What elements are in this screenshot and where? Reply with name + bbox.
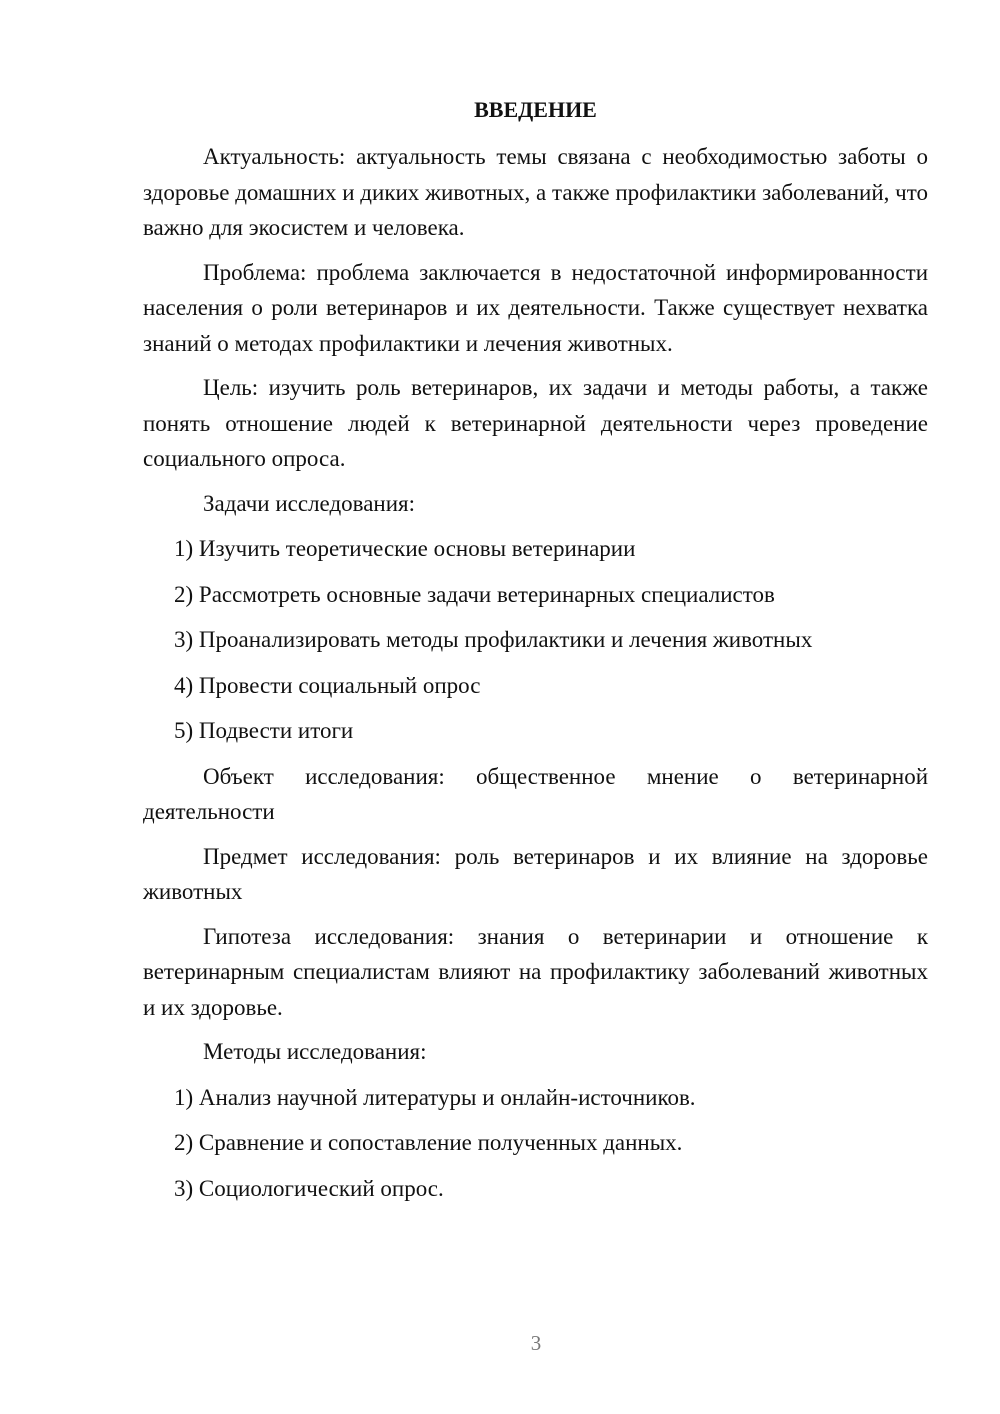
list-item: 3) Проанализировать методы профилактики и лечения животных xyxy=(174,627,813,652)
tasks-list xyxy=(143,531,928,749)
tasks-heading: Задачи исследования: xyxy=(203,490,416,516)
list-item: 2) Рассмотреть основные задачи ветеринарных специалистов xyxy=(174,581,775,607)
list-item: 3) Социологический опрос. xyxy=(174,1175,444,1201)
list-item: 1) Анализ научной литературы и онлайн-источников. xyxy=(174,1084,696,1110)
goal-paragraph: Цель: изучить роль ветеринаров, их задачи и методы работы, а также понять отношение людей к ветеринарной деятельности через проведение социального опроса. xyxy=(143,375,928,471)
page-number: 3 xyxy=(530,1331,542,1355)
methods-heading: Методы исследования: xyxy=(203,1039,427,1064)
subject-paragraph: Предмет исследования: роль ветеринаров и их влияние на здоровье животных xyxy=(143,843,928,904)
page-content xyxy=(143,92,928,1216)
methods-list xyxy=(143,1080,928,1207)
list-item: 4) Провести социальный опрос xyxy=(174,672,481,698)
object-paragraph: Объект исследования: общественное мнение о ветеринарной деятельности xyxy=(143,763,928,824)
section-title: ВВЕДЕНИЕ xyxy=(474,97,597,122)
relevance-paragraph: Актуальность: актуальность темы связана с необходимостью заботы о здоровье домашних и диких животных, а также профилактики заболеваний, что важно для экосистем и человека. xyxy=(143,144,928,240)
problem-paragraph: Проблема: проблема заключается в недостаточной информированности населения о роли ветеринаров и их деятельности. Также существует нехватка знаний о методах профилактики и лечения животных. xyxy=(143,259,928,356)
list-item: 5) Подвести итоги xyxy=(174,718,354,743)
list-item: 2) Сравнение и сопоставление полученных данных. xyxy=(174,1130,683,1155)
hypothesis-paragraph: Гипотеза исследования: знания о ветеринарии и отношение к ветеринарным специалистам влияют на профилактику заболеваний животных и их здоровье. xyxy=(143,923,928,1020)
list-item: 1) Изучить теоретические основы ветеринарии xyxy=(174,536,636,561)
